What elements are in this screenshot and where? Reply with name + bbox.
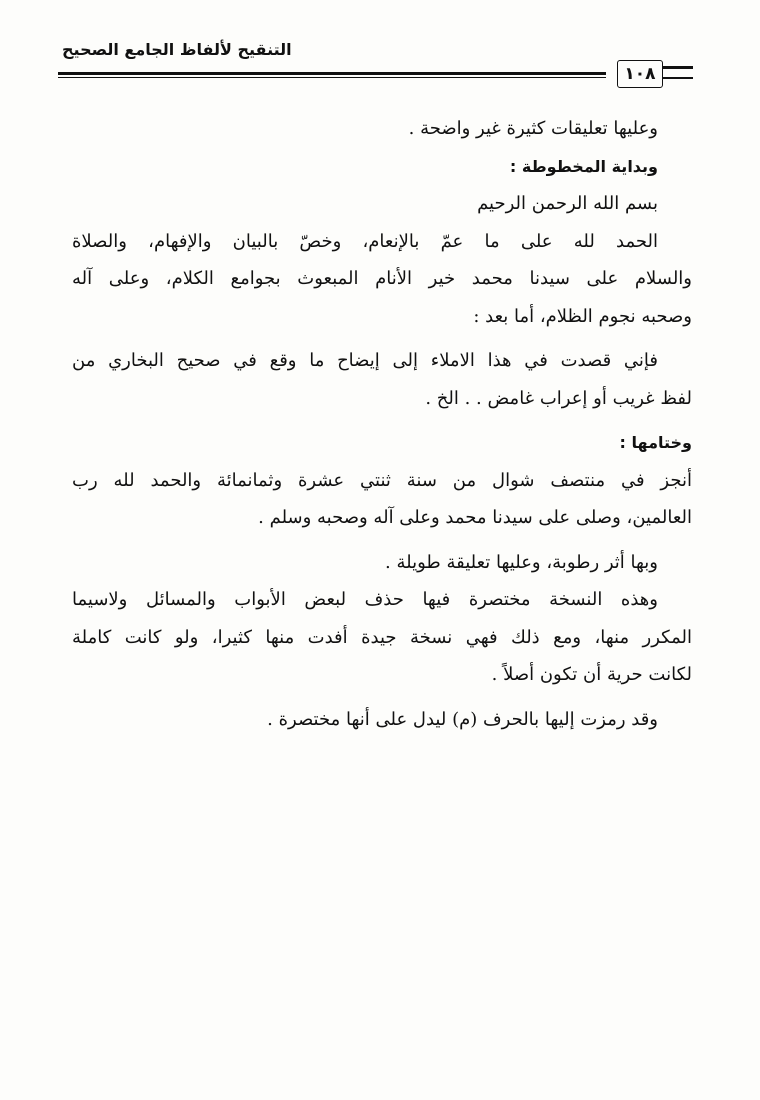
manuscript-start-paragraph (72, 223, 692, 336)
symbol-line: وقد رمزت إليها بالحرف (م) ليدل على أنها مختصرة . (267, 708, 658, 730)
paragraph-line: المكرر منها، ومع ذلك فهي نسخة جيدة أفدت منها كثيرا، ولو كانت كاملة (72, 626, 692, 648)
manuscript-end-paragraph (72, 462, 692, 537)
page-number-ornament (663, 66, 693, 79)
paragraph-line: وهذه النسخة مختصرة فيها حذف لبعض الأبواب والمسائل ولاسيما (72, 589, 658, 610)
moisture-line: وبها أثر رطوبة، وعليها تعليقة طويلة . (385, 551, 658, 573)
page-number: ١٠٨ (617, 60, 663, 88)
running-header-title: التنقيح لألفاظ الجامع الصحيح (62, 40, 292, 59)
paragraph-line: لكانت حرية أن تكون أصلاً . (491, 664, 692, 685)
intent-paragraph (72, 342, 692, 417)
paragraph-line: الحمد لله على ما عمّ بالإنعام، وخصّ بالبيان والإفهام، والصلاة (72, 230, 658, 252)
paragraph-line: أنجز في منتصف شوال من سنة ثنتي عشرة وثمانمائة والحمد لله رب (72, 469, 692, 491)
paragraph-line: وصحبه نجوم الظلام، أما بعد : (473, 305, 692, 327)
basmala-line: بسم الله الرحمن الرحيم (477, 193, 658, 214)
paragraph-line: والسلام على سيدنا محمد خير الأنام المبعوث بجوامع الكلام، وعلى آله (72, 268, 692, 289)
intro-line: وعليها تعليقات كثيرة غير واضحة . (408, 118, 658, 139)
header-rule (58, 72, 606, 75)
start-heading: وبداية المخطوطة : (509, 156, 658, 176)
paragraph-line: فإني قصدت في هذا الاملاء إلى إيضاح ما وقع في صحيح البخاري من (72, 350, 658, 371)
paragraph-line: العالمين، وصلى على سيدنا محمد وعلى آله وصحبه وسلم . (258, 507, 692, 528)
summary-paragraph (72, 581, 692, 694)
end-heading: وختامها : (619, 433, 692, 452)
paragraph-line: لفظ غريب أو إعراب غامض . . الخ . (425, 387, 692, 409)
main-text (72, 110, 692, 738)
